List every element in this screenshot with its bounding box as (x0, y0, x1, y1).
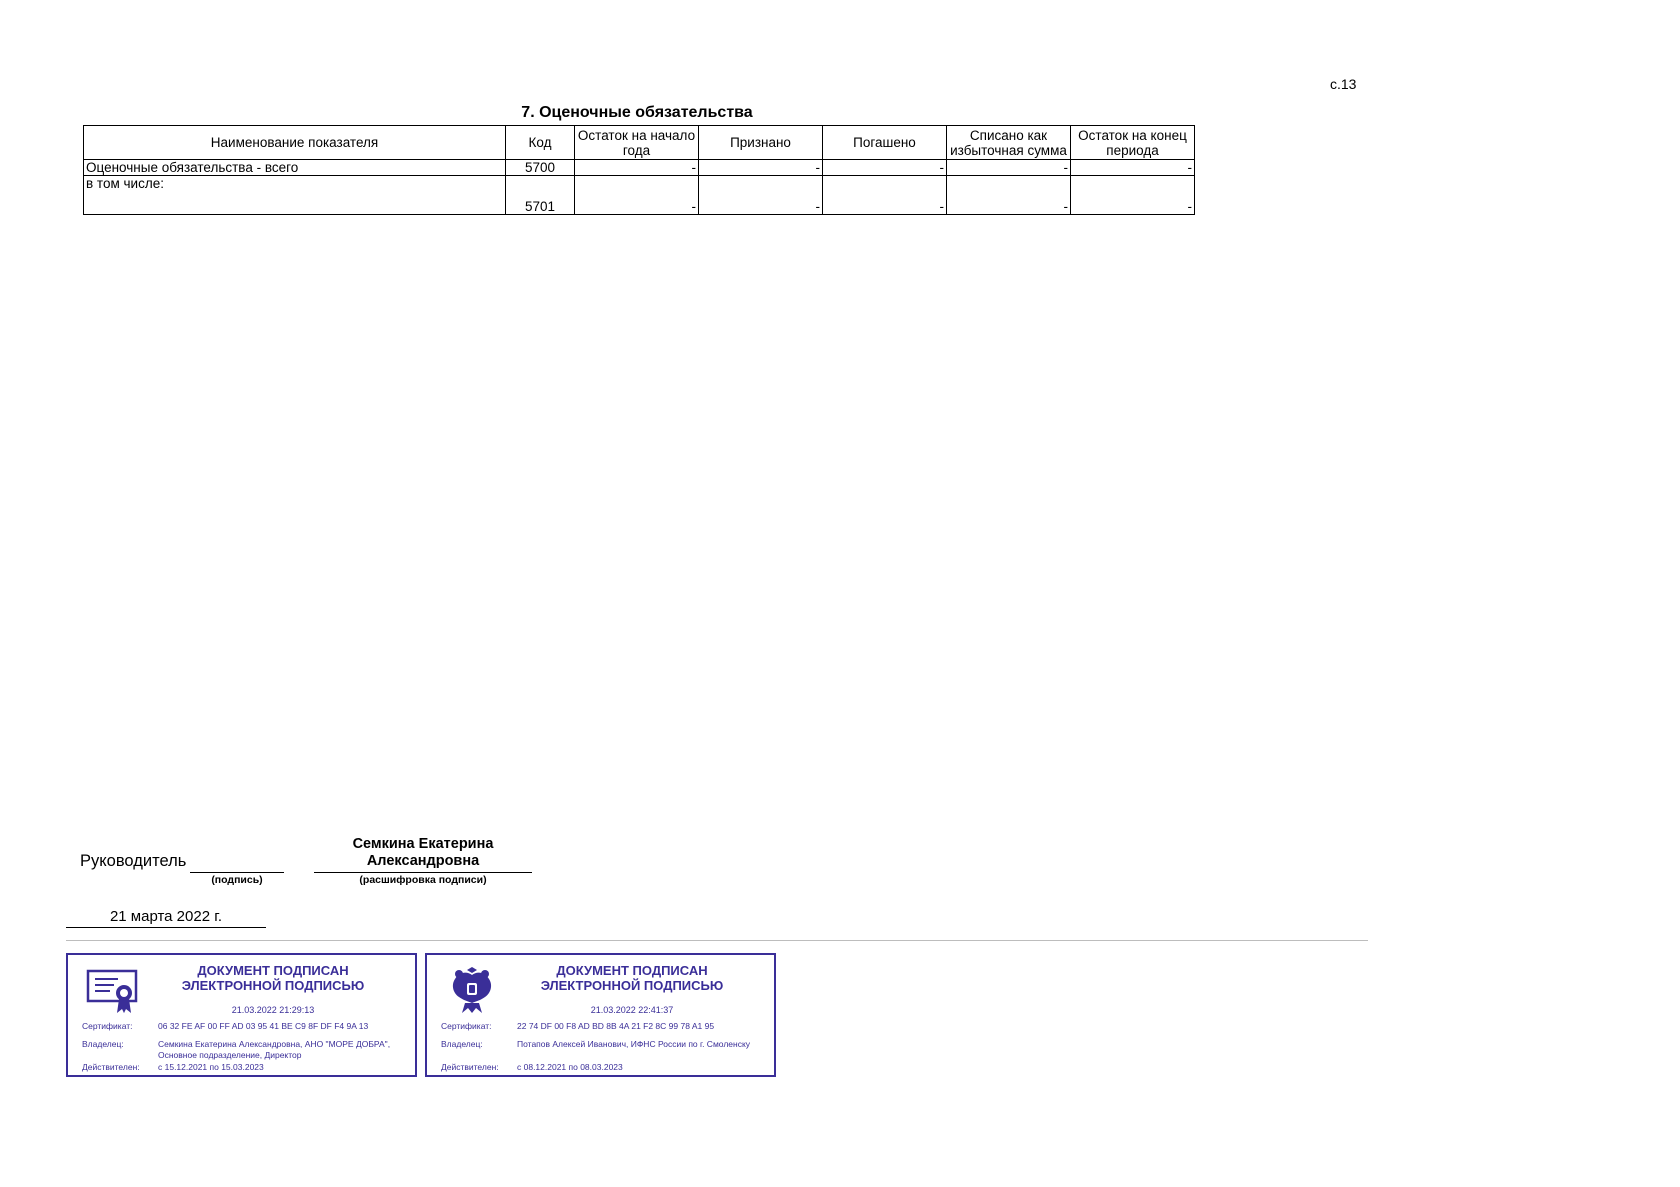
stamp-certificate-value: 06 32 FE AF 00 FF AD 03 95 41 BE C9 8F DF F4 9A 13 (158, 1021, 369, 1031)
stamp-owner-label: Владелец: (441, 1039, 483, 1049)
section-title: 7. Оценочные обязательства (521, 104, 753, 121)
stamp-certificate-value: 22 74 DF 00 F8 AD BD 8B 4A 21 F2 8C 99 78 A1 95 (517, 1021, 715, 1031)
header-written-off: Списано как избыточная сумма (947, 126, 1071, 160)
obligations-table (83, 125, 1195, 215)
stamp-timestamp: 21.03.2022 21:29:13 (231, 1005, 315, 1015)
stamp-validity-label: Действителен: (441, 1062, 499, 1072)
stamp-owner-value: Потапов Алексей Иванович, ИФНС России по г. Смоленску (517, 1039, 751, 1049)
cell-written-off: - (947, 176, 1071, 215)
stamp-validity-value: с 08.12.2021 по 08.03.2023 (517, 1062, 623, 1072)
header-opening-balance: Остаток на начало года (575, 126, 699, 160)
e-signature-stamp (425, 953, 776, 1077)
stamp-owner-label: Владелец: (82, 1039, 124, 1049)
signer-role: Руководитель (80, 852, 187, 870)
cell-repaid: - (823, 160, 947, 176)
name-caption: (расшифровка подписи) (359, 874, 487, 886)
header-code: Код (506, 126, 575, 160)
stamp-certificate-label: Сертификат: (441, 1021, 492, 1031)
cell-closing-balance: - (1071, 160, 1195, 176)
signer-name: Семкина Екатерина Александровна (352, 836, 494, 869)
double-headed-eagle-icon (445, 967, 499, 1015)
stamp-certificate-label: Сертификат: (82, 1021, 133, 1031)
stamp-owner-value: Семкина Екатерина Александровна, АНО "МОРЕ ДОБРА", Основное подразделение, Директор (158, 1039, 391, 1060)
row-code: 5701 (506, 176, 575, 215)
cell-opening-balance: - (575, 160, 699, 176)
cell-written-off: - (947, 160, 1071, 176)
header-closing-balance: Остаток на конец периода (1071, 126, 1195, 160)
date-line (66, 927, 266, 928)
row-name: Оценочные обязательства - всего (84, 160, 506, 176)
signature-line (190, 872, 284, 873)
cell-closing-balance: - (1071, 176, 1195, 215)
cell-recognized: - (699, 160, 823, 176)
header-indicator-name: Наименование показателя (84, 126, 506, 160)
cell-repaid: - (823, 176, 947, 215)
table-row (84, 176, 1195, 215)
cell-opening-balance: - (575, 176, 699, 215)
signature-date: 21 марта 2022 г. (109, 908, 223, 925)
name-line (314, 872, 532, 873)
stamp-header: ДОКУМЕНТ ПОДПИСАН ЭЛЕКТРОННОЙ ПОДПИСЬЮ (181, 963, 365, 993)
row-code: 5700 (506, 160, 575, 176)
header-recognized: Признано (699, 126, 823, 160)
stamp-header: ДОКУМЕНТ ПОДПИСАН ЭЛЕКТРОННОЙ ПОДПИСЬЮ (540, 963, 724, 993)
table-row (84, 160, 1195, 176)
divider (66, 940, 1368, 941)
e-signature-stamp (66, 953, 417, 1077)
page-number: с.13 (1330, 76, 1357, 92)
stamp-validity-value: с 15.12.2021 по 15.03.2023 (158, 1062, 264, 1072)
certificate-icon (86, 967, 140, 1015)
signature-caption: (подпись) (211, 874, 263, 886)
row-name: в том числе: (84, 176, 506, 215)
header-repaid: Погашено (823, 126, 947, 160)
table-header-row (84, 126, 1195, 160)
stamp-validity-label: Действителен: (82, 1062, 140, 1072)
cell-recognized: - (699, 176, 823, 215)
stamp-timestamp: 21.03.2022 22:41:37 (590, 1005, 674, 1015)
